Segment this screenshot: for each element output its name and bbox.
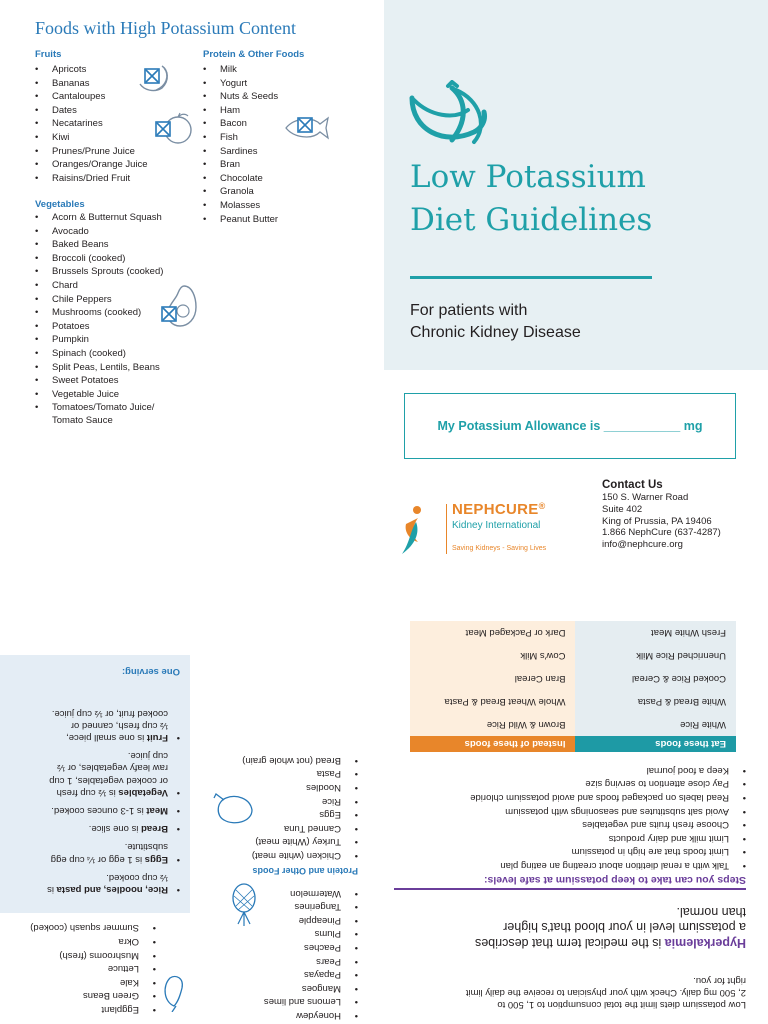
step-item: • Limit foods that are high in potassium bbox=[470, 845, 746, 859]
serving-food: Rice, noodles, and pasta bbox=[56, 884, 168, 895]
fruit-item: • Necatarines bbox=[35, 117, 148, 131]
low-fruit-item: • Lemons and limes bbox=[264, 995, 358, 1009]
contact-line: 1.866 NephCure (637-4287) bbox=[602, 527, 721, 539]
vegetable-item: • Tomatoes/Tomato Juice/ bbox=[35, 401, 163, 415]
vegetable-item: • Broccoli (cooked) bbox=[35, 252, 163, 266]
serving-food: Bread bbox=[141, 823, 168, 835]
vegetable-item: • Potatoes bbox=[35, 320, 163, 334]
crossed-avocado-icon bbox=[158, 283, 200, 329]
vegetable-item: • Spinach (cooked) bbox=[35, 347, 163, 361]
bullet: • bbox=[176, 853, 180, 865]
protein-list bbox=[203, 63, 278, 226]
hyperkalemia-paragraph bbox=[475, 904, 746, 951]
fruits-label: Fruits bbox=[35, 49, 62, 60]
protein-other-label: Protein and Other Foods bbox=[252, 866, 358, 876]
low-protein-item: • Canned Tuna bbox=[242, 821, 358, 835]
low-fruit-item: • Honeydew bbox=[264, 1008, 358, 1022]
chicken-icon bbox=[210, 790, 260, 830]
hyperkalemia-line: is the medical term that describes bbox=[475, 936, 665, 950]
step-item: • Limit milk and dairy products bbox=[470, 831, 746, 845]
steps-list bbox=[470, 763, 746, 872]
table-header-instead: Instead of these foods bbox=[410, 736, 575, 752]
allowance-text: My Potassium Allowance is ___________ mg bbox=[437, 419, 703, 433]
cover-subtitle-line1: For patients with bbox=[410, 302, 528, 319]
serving-detail: cooked fruit, or ½ cup juice. bbox=[51, 707, 168, 719]
step-item: • Read labels on packaged foods and avoid potassium chloride bbox=[470, 790, 746, 804]
serving-food: Meat bbox=[146, 804, 168, 816]
serving-detail: ½ cup fresh, canned or bbox=[70, 719, 168, 731]
low-protein-item: • Noodles bbox=[242, 780, 358, 794]
vegetable-item: • Acorn & Butternut Squash bbox=[35, 211, 163, 225]
step-item: • Talk with a renal dietition about creating an eating plan bbox=[470, 858, 746, 872]
protein-item: • Bacon bbox=[203, 117, 278, 131]
fruit-item: • Apricots bbox=[35, 63, 148, 77]
serving-amount: is one small piece, bbox=[66, 731, 147, 743]
low-diet-line: right for you. bbox=[693, 975, 746, 986]
protein-item: • Milk bbox=[203, 63, 278, 77]
protein-item: • Peanut Butter bbox=[203, 213, 278, 227]
serving-amount: is 1-3 ounces cooked. bbox=[51, 804, 147, 816]
vegetables-label: Vegetables bbox=[35, 199, 85, 210]
hyperkalemia-line: than normal. bbox=[676, 905, 746, 919]
table-row bbox=[410, 690, 736, 713]
step-item: • Pay close attention to serving size bbox=[470, 777, 746, 791]
fruit-item: • Kiwi bbox=[35, 131, 148, 145]
low-fruit-item: • Mangoes bbox=[264, 981, 358, 995]
cover-title-line1: Low Potassium bbox=[410, 159, 646, 195]
instead-cell: Whole Wheat Bread & Pasta bbox=[410, 690, 575, 713]
contact-block bbox=[602, 478, 721, 551]
fruit-item: • Dates bbox=[35, 104, 148, 118]
steps-title: Steps you can take to keep potassium at safe levels: bbox=[483, 874, 746, 886]
logo-subtitle: Kidney International bbox=[452, 520, 541, 531]
protein-item: • Fish bbox=[203, 131, 278, 145]
serving-item bbox=[8, 822, 180, 834]
step-item: • Avoid salt substitutes and seasonings with potassium bbox=[470, 804, 746, 818]
protein-item: • Sardines bbox=[203, 145, 278, 159]
eat-cell: Fresh White Meat bbox=[575, 621, 736, 644]
low-fruit-item: • Pineapple bbox=[264, 913, 358, 927]
low-vegetable-item: • Kale bbox=[30, 975, 156, 989]
logo-registered-mark: ® bbox=[538, 501, 546, 511]
fruit-item: • Prunes/Prune Juice bbox=[35, 145, 148, 159]
protein-item: • Ham bbox=[203, 104, 278, 118]
vegetable-item: • Chile Peppers bbox=[35, 293, 163, 307]
cover-subtitle-line2: Chronic Kidney Disease bbox=[410, 324, 581, 341]
servings-list bbox=[8, 700, 180, 895]
protein-item: • Chocolate bbox=[203, 172, 278, 186]
serving-panel bbox=[0, 655, 190, 913]
table-header-eat: Eat these foods bbox=[575, 736, 736, 752]
instead-cell: Brown & Wild Rice bbox=[410, 713, 575, 736]
low-fruit-item: • Peaches bbox=[264, 940, 358, 954]
low-protein-item: • Chicken (white meat) bbox=[242, 848, 358, 862]
bullet: • bbox=[176, 786, 180, 798]
bullet: • bbox=[176, 804, 180, 816]
bullet: • bbox=[176, 731, 180, 743]
cover-title-line2: Diet Guidelines bbox=[410, 202, 653, 238]
protein-label: Protein & Other Foods bbox=[203, 49, 305, 60]
hyperkalemia-line: a potassium level in your blood that's higher bbox=[503, 920, 746, 935]
low-diet-line: Low potassium diets limit the total consumption to 1, 500 to bbox=[497, 999, 746, 1010]
serving-food: Eggs bbox=[144, 853, 168, 865]
hyperkalemia-term: Hyperkalemia bbox=[664, 936, 746, 950]
vegetable-item: • Sweet Potatoes bbox=[35, 374, 163, 388]
contact-line: 150 S. Warner Road bbox=[602, 492, 689, 503]
food-swap-table bbox=[410, 621, 736, 752]
vegetable-item: • Split Peas, Lentils, Beans bbox=[35, 361, 163, 375]
vegetable-item: • Avocado bbox=[35, 225, 163, 239]
vegetable-item: • Pumpkin bbox=[35, 333, 163, 347]
table-row bbox=[410, 713, 736, 736]
low-vegetable-item: • Eggplant bbox=[30, 1002, 156, 1016]
table-row bbox=[410, 621, 736, 644]
crossed-orange-icon bbox=[152, 110, 196, 146]
crossed-banana-icon bbox=[134, 62, 174, 94]
low-fruit-item: • Watermelon bbox=[264, 886, 358, 900]
step-item: • Choose fresh fruits and vegetables bbox=[470, 818, 746, 832]
fruit-item: • Bananas bbox=[35, 77, 148, 91]
serving-food: Fruit bbox=[146, 731, 168, 743]
serving-detail: cup juice. bbox=[127, 750, 168, 762]
low-vegetable-item: • Summer squash (cooked) bbox=[30, 921, 156, 935]
eat-cell: Unenriched Rice Milk bbox=[575, 644, 736, 667]
low-fruit-item: • Plums bbox=[264, 927, 358, 941]
serving-detail: substitute. bbox=[124, 841, 168, 853]
fruit-item: • Oranges/Orange Juice bbox=[35, 158, 148, 172]
high-potassium-title: Foods with High Potassium Content bbox=[35, 18, 297, 38]
protein-item: • Yogurt bbox=[203, 77, 278, 91]
eggplant-icon bbox=[158, 972, 188, 1012]
cover-divider bbox=[410, 276, 652, 279]
nephcure-figure-icon bbox=[398, 502, 428, 558]
eat-cell: White Rice bbox=[575, 713, 736, 736]
instead-cell: Cow's Milk bbox=[410, 644, 575, 667]
low-vegetable-item: • Green Beans bbox=[30, 989, 156, 1003]
vegetable-item: • Baked Beans bbox=[35, 238, 163, 252]
low-vegetables-list bbox=[30, 921, 156, 1016]
logo-divider bbox=[446, 504, 447, 554]
logo-name bbox=[452, 501, 546, 518]
step-item: • Keep a food journal bbox=[470, 763, 746, 777]
vegetable-item: • Vegetable Juice bbox=[35, 388, 163, 402]
eat-cell: Cooked Rice & Cereal bbox=[575, 667, 736, 690]
contact-email: info@nephcure.org bbox=[602, 539, 683, 551]
serving-detail: ½ cup cooked. bbox=[106, 871, 168, 883]
low-fruit-item: • Papayas bbox=[264, 968, 358, 982]
low-fruit-item: • Pears bbox=[264, 954, 358, 968]
low-vegetable-item: • Okra bbox=[30, 934, 156, 948]
bottom-right-panel bbox=[384, 620, 754, 1024]
cover-title bbox=[410, 156, 652, 242]
contact-line: Suite 402 bbox=[602, 503, 643, 515]
one-serving-label: One serving: bbox=[121, 666, 180, 677]
table-row bbox=[410, 667, 736, 690]
serving-item bbox=[8, 749, 180, 798]
contact-line: King of Prussia, PA 19406 bbox=[602, 515, 712, 527]
protein-item: • Nuts & Seeds bbox=[203, 90, 278, 104]
serving-item bbox=[8, 706, 180, 743]
low-vegetables-panel bbox=[0, 920, 190, 1024]
pineapple-icon bbox=[224, 882, 264, 926]
steps-divider bbox=[394, 889, 746, 891]
protein-item: • Granola bbox=[203, 185, 278, 199]
low-protein-item: • Eggs bbox=[242, 808, 358, 822]
low-protein-item: • Turkey (White meat) bbox=[242, 835, 358, 849]
serving-item bbox=[8, 840, 180, 864]
serving-detail: raw leafy vegetables, or ½ bbox=[57, 762, 168, 774]
serving-amount: is one slice. bbox=[88, 823, 142, 835]
bullet: • bbox=[176, 823, 180, 835]
serving-amount: is ½ cup fresh bbox=[56, 786, 119, 798]
serving-detail: or cooked vegetables, 1 cup bbox=[49, 774, 168, 786]
serving-amount: is bbox=[47, 884, 57, 895]
serving-amount: is 1 egg or ¼ cup egg bbox=[50, 853, 145, 865]
logo-tagline: Saving Kidneys - Saving Lives bbox=[452, 545, 547, 552]
low-vegetable-item: • Lettuce bbox=[30, 962, 156, 976]
bullet: • bbox=[176, 884, 180, 895]
vegetables-list bbox=[35, 211, 163, 415]
low-fruit-item: • Tangerines bbox=[264, 900, 358, 914]
fruits-list bbox=[35, 63, 148, 185]
vegetable-item: • Mushrooms (cooked) bbox=[35, 306, 163, 320]
banana-logo-icon bbox=[404, 80, 494, 152]
eat-cell: White Bread & Pasta bbox=[575, 690, 736, 713]
contact-title: Contact Us bbox=[602, 479, 663, 491]
crossed-fish-icon bbox=[282, 112, 332, 144]
low-diet-line: 2, 500 mg daily. Check with your physician to receive the daily limit bbox=[465, 987, 746, 998]
low-fruit-list bbox=[264, 886, 358, 1022]
serving-item bbox=[8, 871, 180, 895]
vegetable-item: • Chard bbox=[35, 279, 163, 293]
low-protein-item: • Rice bbox=[242, 794, 358, 808]
logo-name-text: NEPHCURE bbox=[452, 501, 539, 518]
cover-subtitle bbox=[410, 300, 581, 344]
bottom-middle-panel bbox=[190, 750, 384, 1024]
low-protein-item: • Bread (not whole grain) bbox=[242, 753, 358, 767]
protein-item: • Bran bbox=[203, 158, 278, 172]
fruit-item: • Cantaloupes bbox=[35, 90, 148, 104]
low-vegetable-item: • Mushrooms (fresh) bbox=[30, 948, 156, 962]
serving-food: Vegetables bbox=[118, 786, 168, 798]
low-diet-paragraph bbox=[394, 974, 746, 1010]
low-protein-item: • Pasta bbox=[242, 767, 358, 781]
serving-item bbox=[8, 804, 180, 816]
protein-item: • Molasses bbox=[203, 199, 278, 213]
fruit-item: • Raisins/Dried Fruit bbox=[35, 172, 148, 186]
table-row bbox=[410, 644, 736, 667]
vegetables-continuation: Tomato Sauce bbox=[52, 415, 113, 426]
instead-cell: Bran Cereal bbox=[410, 667, 575, 690]
vegetable-item: • Brussels Sprouts (cooked) bbox=[35, 265, 163, 279]
instead-cell: Dark or Packaged Meat bbox=[410, 621, 575, 644]
